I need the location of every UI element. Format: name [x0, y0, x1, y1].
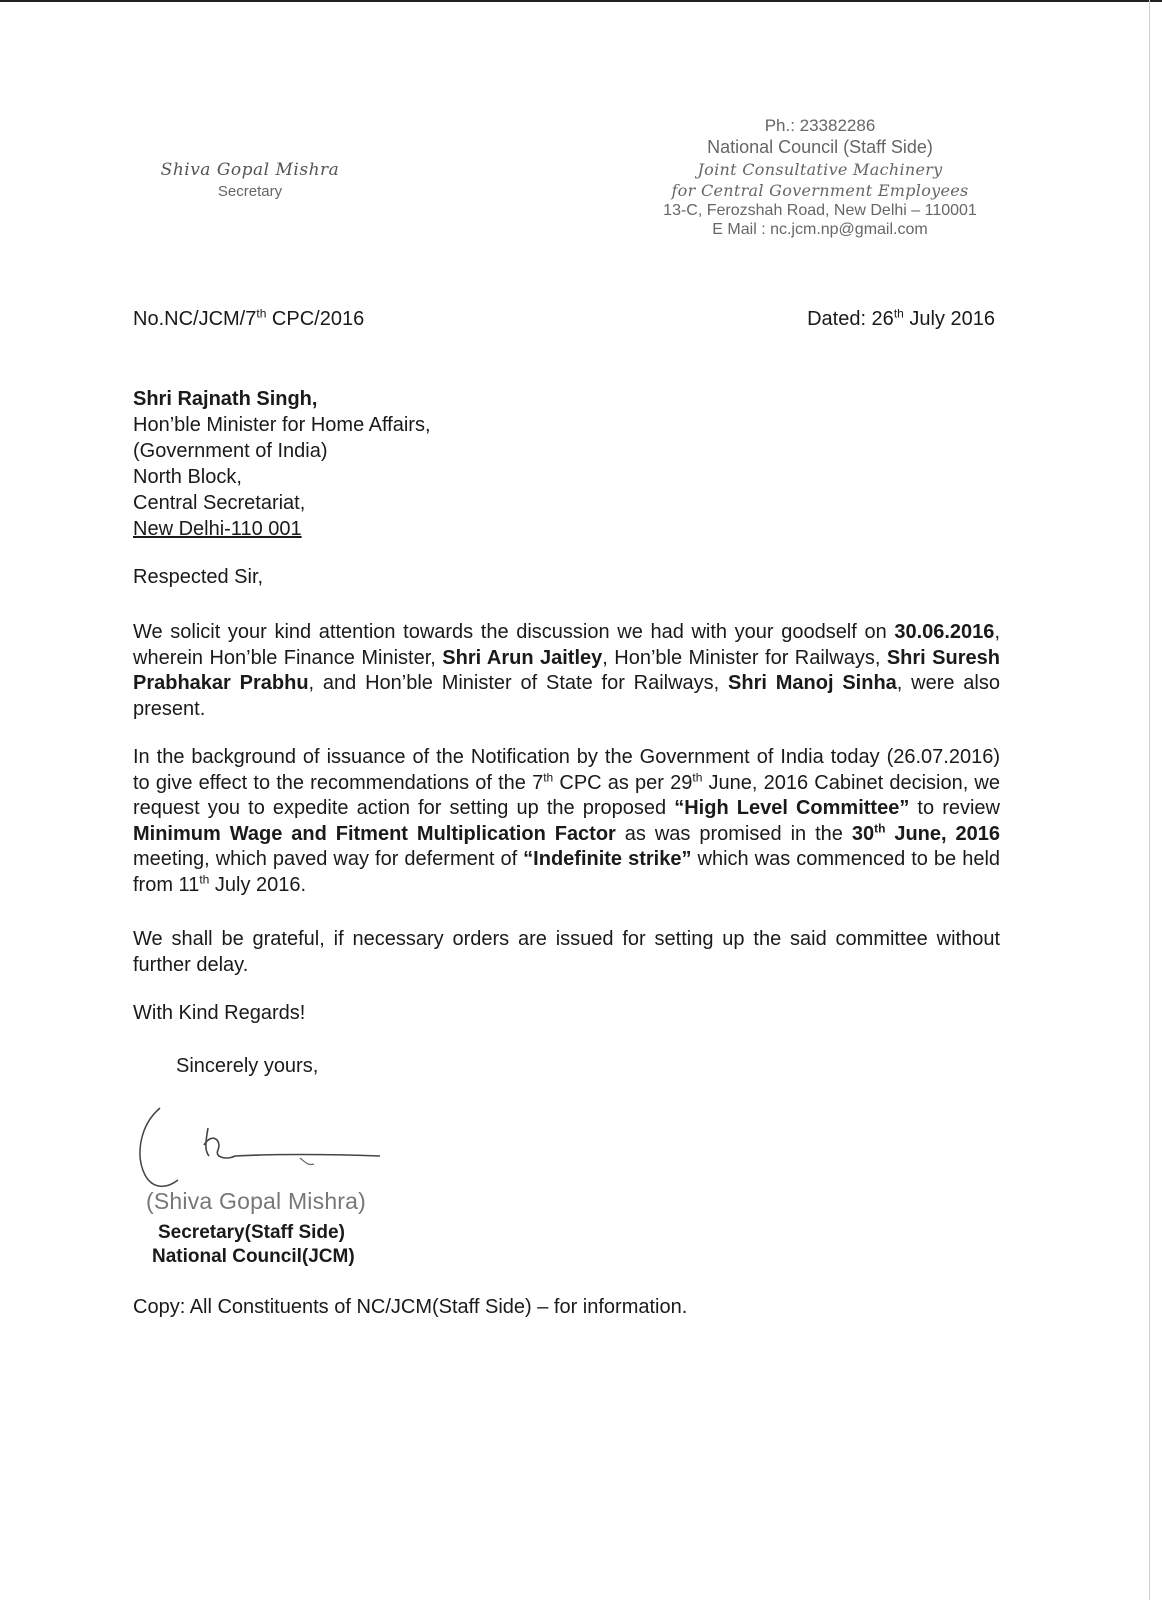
reference-number: No.NC/JCM/7th CPC/2016	[133, 306, 365, 330]
signatory-name: (Shiva Gopal Mishra)	[146, 1188, 367, 1214]
closing-regards: With Kind Regards!	[133, 1002, 306, 1024]
letterhead-left	[140, 160, 360, 200]
reference-row	[133, 308, 995, 331]
paragraph-3: We shall be grateful, if necessary orders are issued for setting up the said committee without further delay.	[133, 928, 1000, 976]
paragraph-1: We solicit your kind attention towards the discussion we had with your goodself on 30.06.2016, wherein Hon’ble Finance Minister, Shri Arun Jaitley, Hon’ble Minister for Railways, Shri Suresh Prabhakar Prabhu, and Hon’ble Minister of State for Railways, Shri Manoj Sinha, were also present.	[133, 621, 1000, 720]
top-border	[0, 0, 1162, 2]
letterhead-cge: for Central Government Employees	[671, 181, 969, 200]
addressee-line: Hon’ble Minister for Home Affairs,	[133, 414, 431, 436]
letterhead-phone: Ph.: 23382286	[764, 116, 876, 135]
letter-date: Dated: 26th July 2016	[807, 306, 995, 330]
addressee-city: New Delhi-110 001	[133, 518, 302, 540]
letterhead-role: Secretary	[217, 183, 283, 200]
addressee-name: Shri Rajnath Singh,	[133, 388, 318, 410]
paragraph-2: In the background of issuance of the Notification by the Government of India today (26.07.2016) to give effect to the recommendations of the 7th CPC as per 29th June, 2016 Cabinet decision, we request you to expedite action for setting up the proposed “High Level Committee” to review Minimum Wage and Fitment Multiplication Factor as was promised in the 30th June, 2016 meeting, which paved way for deferment of “Indefinite strike” which was commenced to be held from 11th July 2016.	[133, 746, 1001, 896]
addressee-block	[133, 386, 431, 542]
copy-to-line: Copy: All Constituents of NC/JCM(Staff Side) – for information.	[133, 1296, 688, 1318]
letterhead-right	[600, 116, 1040, 239]
letterhead-name: Shiva Gopal Mishra	[160, 160, 340, 180]
closing-sincerely: Sincerely yours,	[176, 1055, 319, 1077]
letterhead-address: 13-C, Ferozshah Road, New Delhi – 110001	[663, 202, 977, 219]
addressee-line: North Block,	[133, 466, 242, 488]
handwritten-signature	[130, 1100, 390, 1195]
salutation: Respected Sir,	[133, 566, 264, 588]
addressee-line: Central Secretariat,	[133, 492, 306, 514]
addressee-line: (Government of India)	[133, 440, 328, 462]
letterhead-org: National Council (Staff Side)	[707, 137, 933, 157]
right-border	[1149, 0, 1150, 1600]
letterhead-email: E Mail : nc.jcm.np@gmail.com	[712, 221, 928, 238]
signatory-title: Secretary(Staff Side)	[158, 1222, 345, 1243]
letterhead-jcm: Joint Consultative Machinery	[697, 160, 943, 179]
signatory-council: National Council(JCM)	[152, 1246, 355, 1267]
